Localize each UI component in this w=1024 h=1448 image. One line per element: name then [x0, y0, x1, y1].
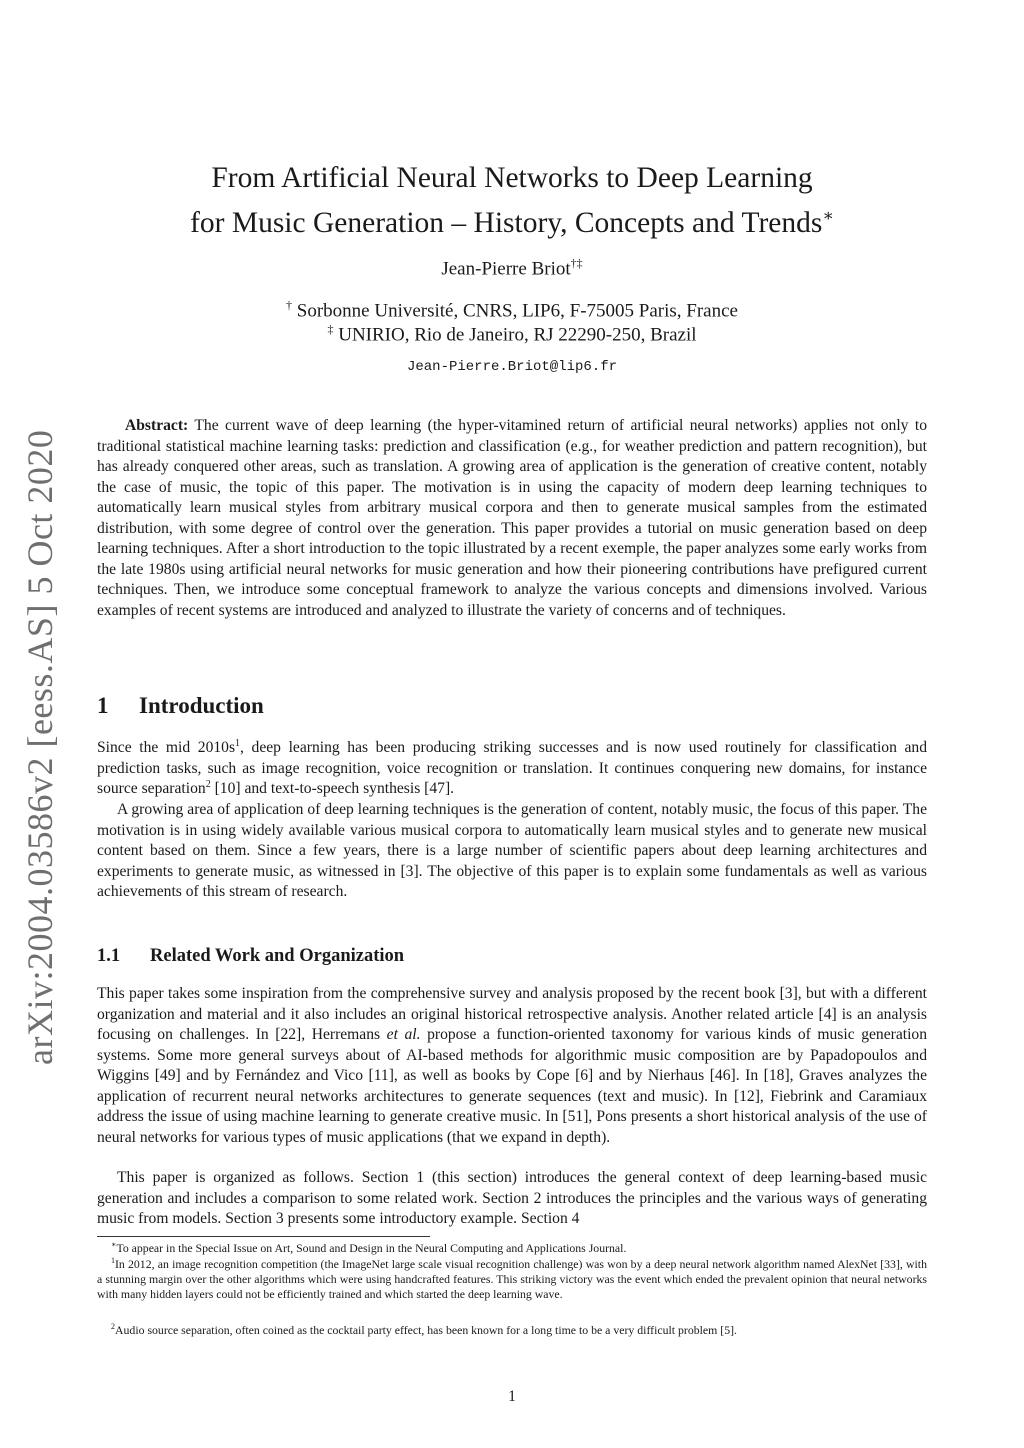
s1p1-text-c: [10] and text-to-speech synthesis [47].	[210, 780, 455, 797]
footnote-2-text: Audio source separation, often coined as the cocktail party effect, has been known for a long time to be a very difficult problem [5].	[115, 1323, 737, 1337]
footnote-title-text: To appear in the Special Issue on Art, Sound and Design in the Neural Computing and Applications Journal.	[116, 1241, 627, 1255]
footnote-title-mark: ∗	[111, 1240, 117, 1250]
footnote-1-mark: 1	[111, 1256, 115, 1266]
section-1-1-paragraph-2: This paper is organized as follows. Section 1 (this section) introduces the general context of deep learning-based music generation and includes a comparison to some related work. Section 2 introduces the principles and the various ways of generating music from models. Section 3 presents some introductory example. Section 4	[97, 1169, 927, 1227]
footnote-divider	[97, 1236, 430, 1237]
footnote-title	[97, 1241, 927, 1256]
footnote-1-text: In 2012, an image recognition competition (the ImageNet large scale visual recognition challenge) was won by a deep neural network algorithm named AlexNet [33], with a stunning margin over the other algorithms which were using handcrafted features. This striking victory was the event which ended the prevalent opinion that neural networks with many hidden layers could not be efficiently trained and which started the deep learning wave.	[97, 1257, 927, 1301]
section-1-number: 1	[97, 693, 109, 718]
author	[120, 256, 904, 280]
affiliation-1	[120, 298, 904, 322]
footnote-2	[97, 1323, 927, 1338]
section-1-1-paragraph-1	[97, 984, 927, 1148]
section-1-1-title: Related Work and Organization	[150, 946, 405, 966]
footnote-ref-2[interactable]: 2	[205, 778, 211, 790]
s11p1-etal: et al.	[386, 1026, 421, 1043]
abstract-label: Abstract:	[125, 417, 189, 434]
author-name: Jean-Pierre Briot	[441, 258, 571, 280]
section-1-1-number: 1.1	[97, 946, 121, 966]
s1p1-text-b: , deep learning has been producing striking successes and is now used routinely for classification and prediction tasks, such as image recognition, voice recognition or translation. It continues conquering new domains, for instance source separation	[97, 739, 927, 797]
paper-title	[120, 160, 904, 242]
author-marks: †‡	[570, 256, 583, 270]
abstract	[97, 416, 927, 621]
title-line-1: From Artificial Neural Networks to Deep Learning	[211, 162, 813, 194]
section-1-1-heading	[97, 946, 404, 967]
affiliation-2-text: UNIRIO, Rio de Janeiro, RJ 22290-250, Brazil	[338, 324, 697, 346]
affiliation-1-mark: †	[286, 298, 293, 312]
section-1-title: Introduction	[139, 693, 264, 718]
title-line-2-text: for Music Generation – History, Concepts and Trends	[190, 206, 823, 239]
s11p1-text-a: This paper takes some inspiration from the comprehensive survey and analysis proposed by the recent book [3], but with a different organization and material and it also includes an original historical retrospective analysis. Another related article [4] is an analysis focusing on challenges. In [22], Herremans	[97, 985, 927, 1043]
section-1-paragraph-2: A growing area of application of deep learning techniques is the generation of content, notably music, the focus of this paper. The motivation is in using widely available various musical corpora to automatically learn musical styles and to generate new musical content based on them. Since a few years, there is a large number of scientific papers about deep learning architectures and experiments to generate music, as witnessed in [3]. The objective of this paper is to explain some fundamentals as well as various achievements of this stream of research.	[97, 801, 927, 900]
affiliation-2-mark: ‡	[327, 322, 334, 336]
section-1-heading	[97, 693, 264, 719]
abstract-text: The current wave of deep learning (the hyper-vitamined return of artificial neural networks) applies not only to traditional statistical machine learning tasks: prediction and classification (e.g., for weather prediction and pattern recognition), but has already conquered other areas, such as translation. A growing area of application is the generation of creative content, notably the case of music, the topic of this paper. The motivation is in using the capacity of modern deep learning techniques to automatically learn musical styles from arbitrary musical corpora and then to generate musical samples from the estimated distribution, with some degree of control over the generation. This paper provides a tutorial on music generation based on deep learning techniques. After a short introduction to the topic illustrated by a recent exemple, the paper analyzes some early works from the late 1980s using artificial neural networks for music generation and how their pioneering contributions have prefigured current techniques. Then, we introduce some conceptual framework to analyze the various concepts and dimensions involved. Various examples of recent systems are introduced and analyzed to illustrate the variety of concerns and of techniques.	[97, 417, 928, 619]
footnote-2-mark: 2	[111, 1322, 115, 1332]
s1p1-text-a: Since the mid 2010s	[97, 739, 236, 756]
s11p1-text-b: propose a function-oriented taxonomy for various kinds of music generation systems. Some more general surveys about of AI-based methods for algorithmic music composition are by Papadopoulos and Wiggins [49] and by Fernández and Vico [11], as well as books by Cope [6] and by Nierhaus [46]. In [18], Graves analyzes the application of recurrent neural networks architectures to generate sequences (text and music). In [12], Fiebrink and Caramiaux address the issue of using machine learning to generate creative music. In [51], Pons presents a short historical analysis of the use of neural networks for various types of music applications (that we expand in depth).	[97, 1026, 928, 1146]
title-line-2	[120, 197, 904, 242]
section-1-paragraph-1	[97, 738, 927, 800]
page-number: 1	[508, 1388, 516, 1405]
footnote-ref-1[interactable]: 1	[235, 737, 241, 749]
author-email[interactable]: Jean-Pierre.Briot@lip6.fr	[406, 359, 618, 375]
affiliation-2	[120, 322, 904, 346]
title-footnote-mark[interactable]: ∗	[822, 206, 834, 225]
arxiv-stamp: arXiv:2004.03586v2 [eess.AS] 5 Oct 2020	[20, 429, 60, 1065]
footnote-1	[97, 1257, 927, 1302]
affiliation-1-text: Sorbonne Université, CNRS, LIP6, F-75005 Paris, France	[296, 300, 738, 322]
